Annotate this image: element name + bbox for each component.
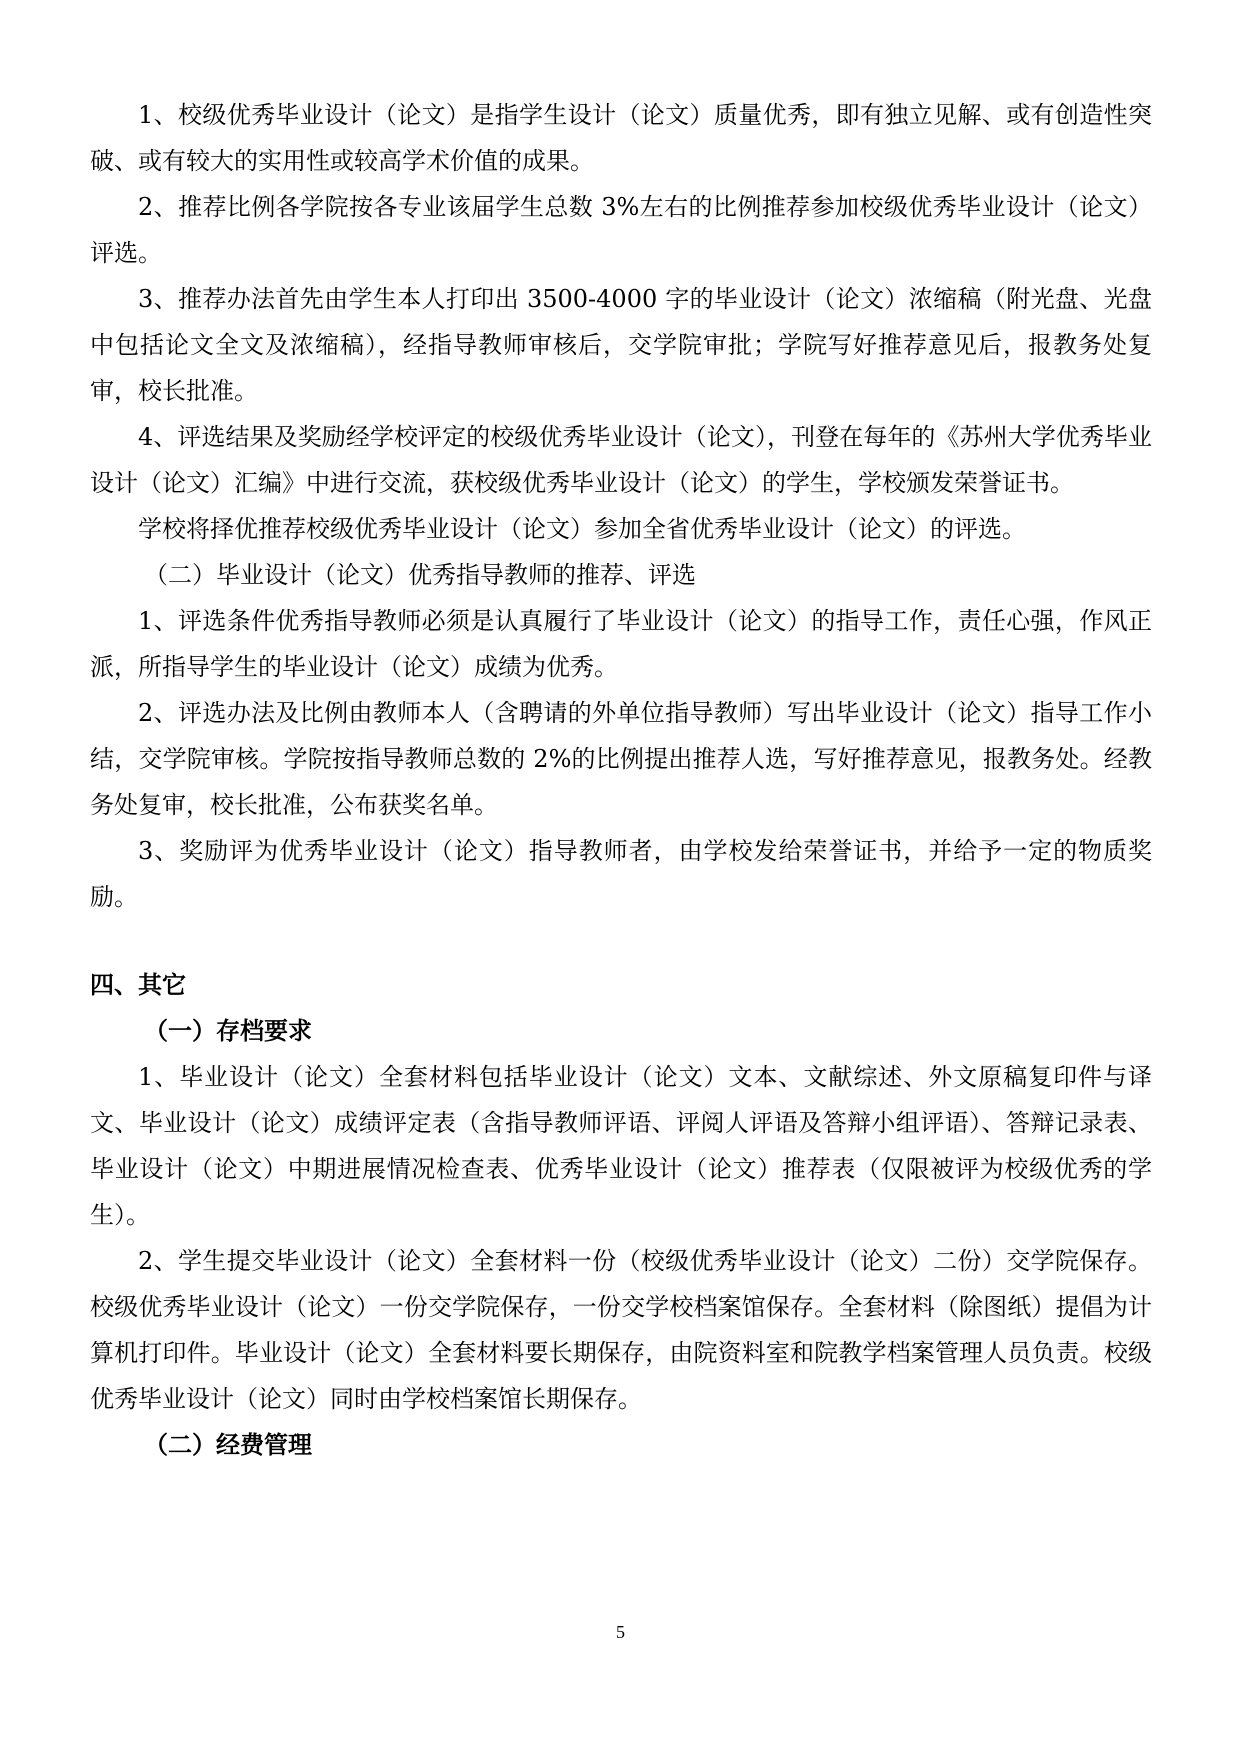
page-number: 5 [616,1622,625,1642]
section-title-others: 四、其它 [90,971,186,999]
paragraph-recommendation-method: 3、推荐办法首先由学生本人打印出 3500-4000 字的毕业设计（论文）浓缩稿（附光盘、光盘中包括论文全文及浓缩稿），经指导教师审核后，交学院审批；学院写好推荐意见后，报教务处复审，校长批准。 [90,285,1152,405]
paragraph-selection-results: 4、评选结果及奖励经学校评定的校级优秀毕业设计（论文），刊登在每年的《苏州大学优秀毕业设计（论文）汇编》中进行交流，获校级优秀毕业设计（论文）的学生，学校颁发荣誉证书。 [90,423,1152,497]
paragraph-recommendation-ratio: 2、推荐比例各学院按各专业该届学生总数 3%左右的比例推荐参加校级优秀毕业设计（论文）评选。 [90,193,1152,267]
paragraph-advisor-reward: 3、奖励评为优秀毕业设计（论文）指导教师者，由学校发给荣誉证书，并给予一定的物质奖励。 [90,837,1152,911]
paragraph-archive-storage: 2、学生提交毕业设计（论文）全套材料一份（校级优秀毕业设计（论文）二份）交学院保存。校级优秀毕业设计（论文）一份交学院保存，一份交学校档案馆保存。全套材料（除图纸）提倡为计算机打印件。毕业设计（论文）全套材料要长期保存，由院资料室和院教学档案管理人员负责。校级优秀毕业设计（论文）同时由学校档案馆长期保存。 [90,1247,1152,1413]
subsection-title-archive: （一）存档要求 [144,1017,312,1045]
paragraph-archive-materials: 1、毕业设计（论文）全套材料包括毕业设计（论文）文本、文献综述、外文原稿复印件与译文、毕业设计（论文）成绩评定表（含指导教师评语、评阅人评语及答辩小组评语）、答辩记录表、毕业设计（论文）中期进展情况检查表、优秀毕业设计（论文）推荐表（仅限被评为校级优秀的学生）。 [90,1063,1152,1229]
paragraph-advisor-criteria: 1、评选条件优秀指导教师必须是认真履行了毕业设计（论文）的指导工作，责任心强，作风正派，所指导学生的毕业设计（论文）成绩为优秀。 [90,607,1152,681]
section-spacer [90,920,1152,962]
subsection-title-funding: （二）经费管理 [144,1431,312,1459]
paragraph-excellent-thesis-definition: 1、校级优秀毕业设计（论文）是指学生设计（论文）质量优秀，即有独立见解、或有创造性突破、或有较大的实用性或较高学术价值的成果。 [90,101,1152,175]
document-page [90,92,1152,1468]
subsection-title-excellent-advisor: （二）毕业设计（论文）优秀指导教师的推荐、评选 [144,561,696,589]
paragraph-advisor-selection-method: 2、评选办法及比例由教师本人（含聘请的外单位指导教师）写出毕业设计（论文）指导工作小结，交学院审核。学院按指导教师总数的 2%的比例提出推荐人选，写好推荐意见，报教务处。经教务处复审，校长批准，公布获奖名单。 [90,699,1152,819]
paragraph-provincial-selection: 学校将择优推荐校级优秀毕业设计（论文）参加全省优秀毕业设计（论文）的评选。 [138,515,1026,543]
